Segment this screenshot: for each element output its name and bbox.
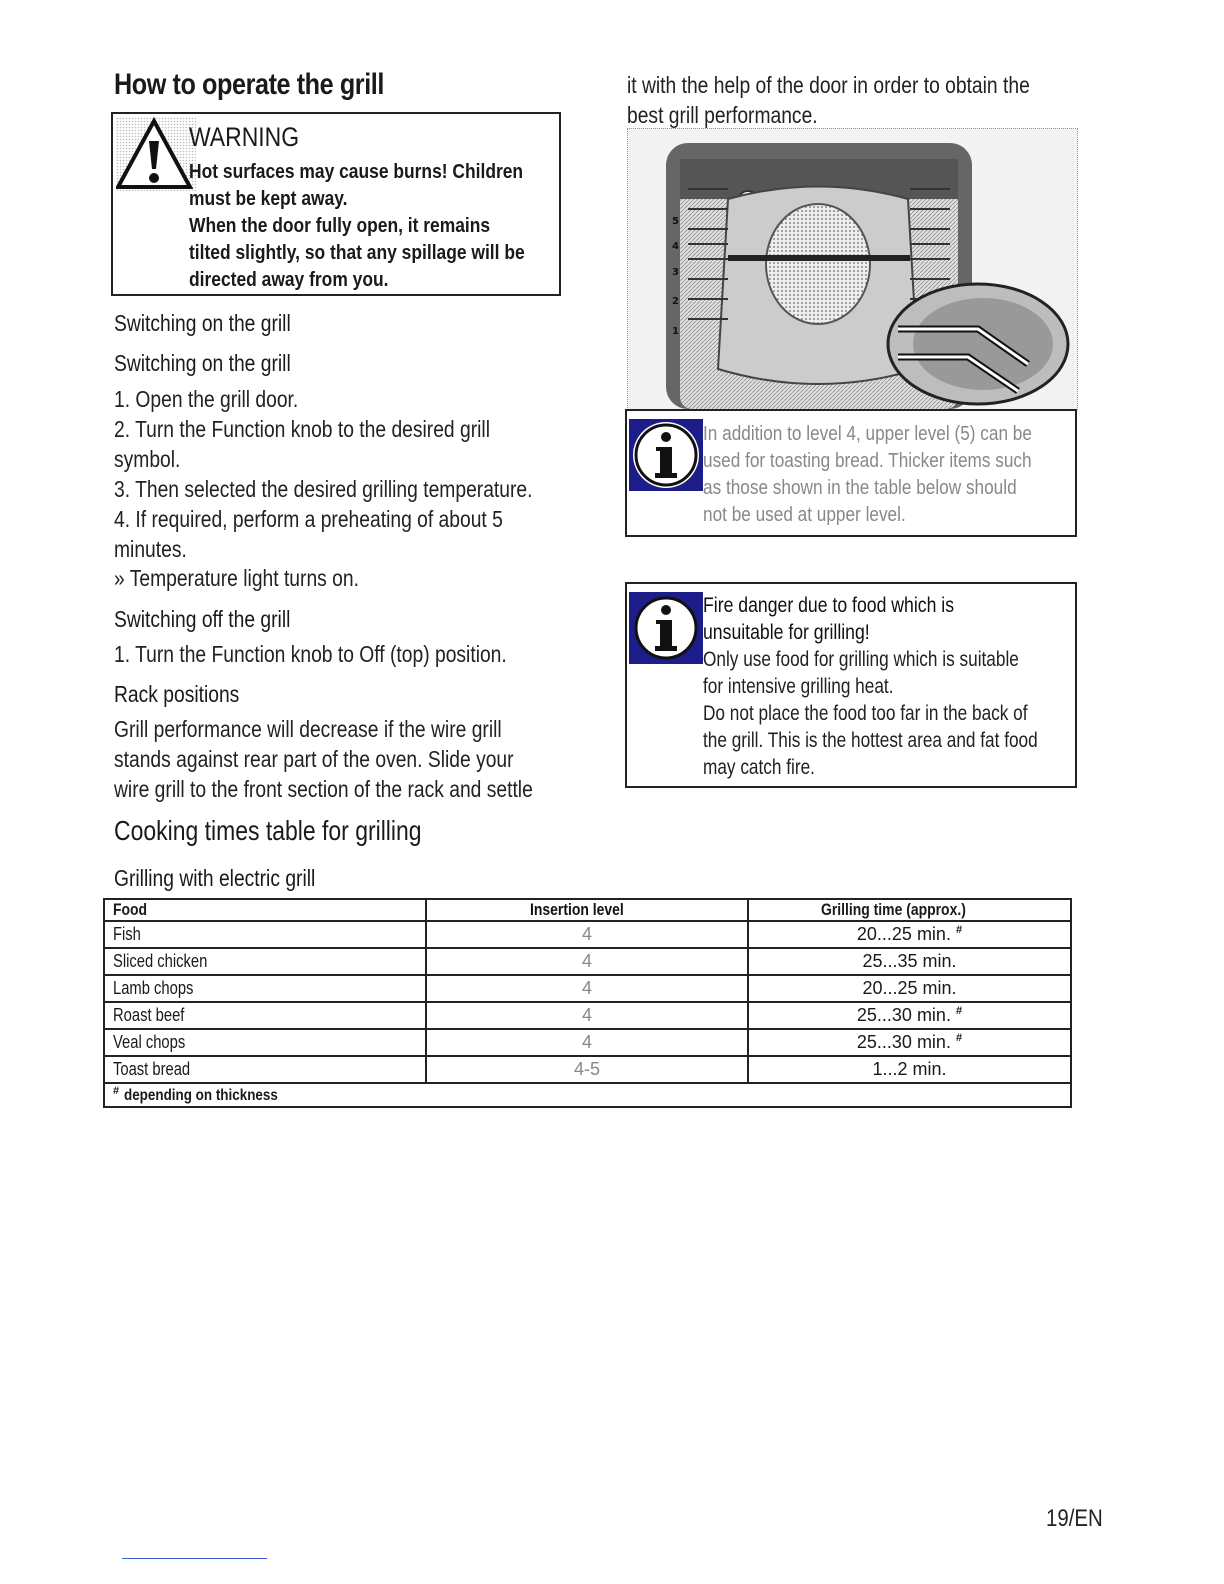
- cell-food: Veal chops: [104, 1029, 426, 1056]
- header-food: Food: [104, 899, 426, 921]
- step-on-4: 4. If required, perform a preheating of about 5: [114, 506, 503, 532]
- cooking-times-heading: Cooking times table for grilling: [114, 815, 422, 846]
- rack-text-1: Grill performance will decrease if the wire grill: [114, 716, 502, 742]
- cell-level: 4: [426, 921, 748, 948]
- step-on-2-cont: symbol.: [114, 446, 181, 472]
- cell-food: Lamb chops: [104, 975, 426, 1002]
- rack-text-3: wire grill to the front section of the rack and settle: [114, 776, 533, 802]
- cell-food: Fish: [104, 921, 426, 948]
- rack-level-4: 4: [672, 241, 679, 252]
- subheading-switching-on: Switching on the grill: [114, 350, 291, 376]
- footnote-mark: #: [955, 1032, 963, 1044]
- cell-time: 20...25 min.: [748, 975, 1071, 1002]
- grilling-times-table: [103, 898, 1072, 1108]
- info-icon: [629, 592, 703, 664]
- footnote-mark: #: [955, 924, 963, 936]
- section-heading-switching-off: Switching off the grill: [114, 606, 291, 632]
- cell-time: 25...30 min. #: [748, 1029, 1071, 1056]
- cell-level: 4-5: [426, 1056, 748, 1083]
- table-header-row: [104, 899, 1071, 921]
- rack-level-3: 3: [672, 267, 679, 278]
- rack-level-5: 5: [672, 216, 679, 227]
- step-on-2: 2. Turn the Function knob to the desired grill: [114, 416, 490, 442]
- table-row: [104, 1029, 1071, 1056]
- cell-food: Roast beef: [104, 1002, 426, 1029]
- cell-time: 25...35 min.: [748, 948, 1071, 975]
- bottom-divider-line: [122, 1558, 267, 1559]
- warning-triangle-icon: [116, 117, 196, 191]
- table-row: [104, 948, 1071, 975]
- page-number: 19/EN: [1046, 1505, 1103, 1532]
- table-row: [104, 1056, 1071, 1083]
- section-heading-switching-on: Switching on the grill: [114, 310, 291, 336]
- oven-rack-illustration: [627, 128, 1078, 410]
- rack-level-2: 2: [672, 296, 679, 307]
- section-heading-rack: Rack positions: [114, 681, 240, 707]
- warning-title: WARNING: [189, 122, 300, 152]
- page-title: How to operate the grill: [114, 68, 384, 101]
- cell-time: 1...2 min.: [748, 1056, 1071, 1083]
- table-footnote: # depending on thickness: [104, 1083, 1071, 1107]
- table-row: [104, 1002, 1071, 1029]
- cell-level: 4: [426, 1029, 748, 1056]
- fire-title-line-1: Fire danger due to food which is: [703, 594, 955, 617]
- info1-line-1: In addition to level 4, upper level (5) can be: [703, 423, 1032, 445]
- info1-line-3: as those shown in the table below should: [703, 477, 1017, 499]
- table-row: [104, 975, 1071, 1002]
- header-insertion-level: Insertion level: [426, 899, 748, 921]
- cell-level: 4: [426, 1002, 748, 1029]
- step-on-1: 1. Open the grill door.: [114, 386, 299, 412]
- step-off-1: 1. Turn the Function knob to Off (top) position.: [114, 641, 507, 667]
- fire-title-line-2: unsuitable for grilling!: [703, 621, 870, 644]
- table-footnote-row: [104, 1083, 1071, 1107]
- fire-body-line-2: for intensive grilling heat.: [703, 675, 894, 698]
- cell-level: 4: [426, 948, 748, 975]
- warning-text: Hot surfaces may cause burns! Children must be kept away. When the door fully open, it remains tilted slightly, so that any spillage will be directed away from you.: [189, 160, 525, 291]
- cell-food: Sliced chicken: [104, 948, 426, 975]
- cell-time: 20...25 min. #: [748, 921, 1071, 948]
- electric-grill-heading: Grilling with electric grill: [114, 865, 316, 891]
- header-grilling-time: Grilling time (approx.): [748, 899, 1071, 921]
- step-on-result: » Temperature light turns on.: [114, 565, 359, 591]
- info1-line-4: not be used at upper level.: [703, 504, 906, 526]
- step-on-4-cont: minutes.: [114, 536, 187, 562]
- footnote-mark: #: [955, 1005, 963, 1017]
- rack-text-continued: it with the help of the door in order to obtain the best grill performance.: [627, 72, 1030, 128]
- info1-line-2: used for toasting bread. Thicker items such: [703, 450, 1032, 472]
- info-box-fire-danger: [625, 582, 1077, 788]
- info-box-upper-level: [625, 409, 1077, 537]
- cell-level: 4: [426, 975, 748, 1002]
- fire-body-line-4: the grill. This is the hottest area and fat food: [703, 729, 1038, 752]
- cell-food: Toast bread: [104, 1056, 426, 1083]
- fire-body-line-1: Only use food for grilling which is suitable: [703, 648, 1019, 671]
- info-icon: [629, 419, 703, 491]
- cell-time: 25...30 min. #: [748, 1002, 1071, 1029]
- rack-text-2: stands against rear part of the oven. Slide your: [114, 746, 514, 772]
- rack-level-1: 1: [672, 326, 679, 337]
- step-on-3: 3. Then selected the desired grilling temperature.: [114, 476, 533, 502]
- fire-body-line-3: Do not place the food too far in the back of: [703, 702, 1028, 725]
- warning-box: [111, 112, 561, 296]
- table-row: [104, 921, 1071, 948]
- fire-body-line-5: may catch fire.: [703, 756, 815, 779]
- oven-illustration-svg: [628, 129, 1077, 409]
